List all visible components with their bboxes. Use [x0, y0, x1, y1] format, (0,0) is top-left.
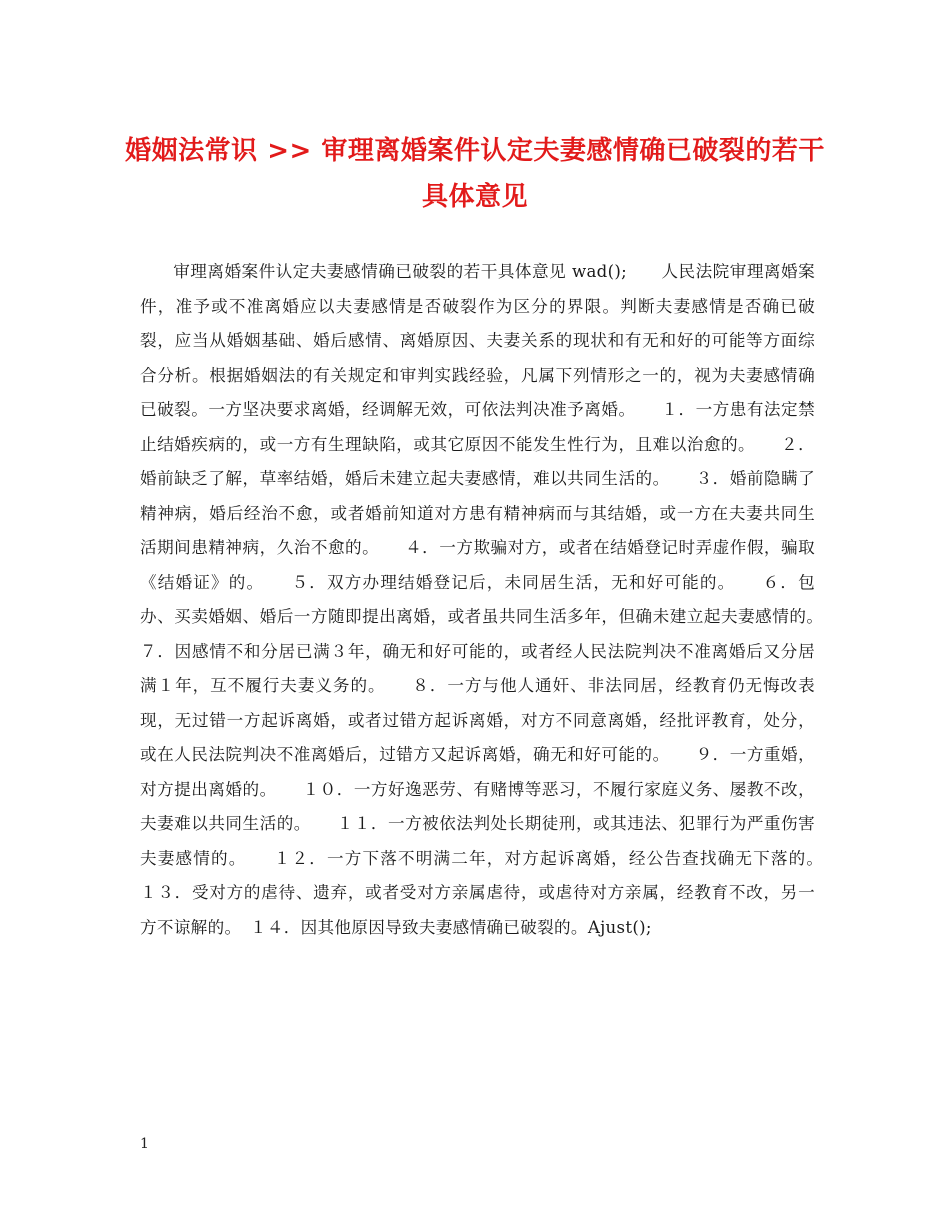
document-body: 审理离婚案件认定夫妻感情确已破裂的若干具体意见 wad(); 人民法院审理离婚案件，准予或不准离婚应以夫妻感情是否破裂作为区分的界限。判断夫妻感情是否确已破裂，应当从婚姻基础、婚后感情、离婚原因、夫妻关系的现状和有无和好的可能等方面综合分析。根据婚姻法的有关规定和审判实践经验，凡属下列情形之一的，视为夫妻感情确已破裂。一方坚决要求离婚，经调解无效，可依法判决准予离婚。 １．一方患有法定禁止结婚疾病的，或一方有生理缺陷，或其它原因不能发生性行为，且难以治愈的。 ２．婚前缺乏了解，草率结婚，婚后未建立起夫妻感情，难以共同生活的。 ３．婚前隐瞒了精神病，婚后经治不愈，或者婚前知道对方患有精神病而与其结婚，或一方在夫妻共同生活期间患精神病，久治不愈的。 ４．一方欺骗对方，或者在结婚登记时弄虚作假，骗取《结婚证》的。 ５．双方办理结婚登记后，未同居生活，无和好可能的。 ６．包办、买卖婚姻、婚后一方随即提出离婚，或者虽共同生活多年，但确未建立起夫妻感情的。 ７．因感情不和分居已满３年，确无和好可能的，或者经人民法院判决不准离婚后又分居满１年，互不履行夫妻义务的。 ８．一方与他人通奸、非法同居，经教育仍无悔改表现，无过错一方起诉离婚，或者过错方起诉离婚，对方不同意离婚，经批评教育，处分，或在人民法院判决不准离婚后，过错方又起诉离婚，确无和好可能的。 ９．一方重婚，对方提出离婚的。 １０．一方好逸恶劳、有赌博等恶习，不履行家庭义务、屡教不改，夫妻难以共同生活的。 １１．一方被依法判处长期徒刑，或其违法、犯罪行为严重伤害夫妻感情的。 １２．一方下落不明满二年，对方起诉离婚，经公告查找确无下落的。 １３．受对方的虐待、遗弃，或者受对方亲属虐待，或虐待对方亲属，经教育不改，另一方不谅解的。 １４．因其他原因导致夫妻感情确已破裂的。Ajust();: [140, 262, 849, 937]
page-number: 1: [140, 1136, 149, 1152]
document-title: 婚姻法常识 >> 审理离婚案件认定夫妻感情确已破裂的若干具体意见: [125, 136, 825, 212]
